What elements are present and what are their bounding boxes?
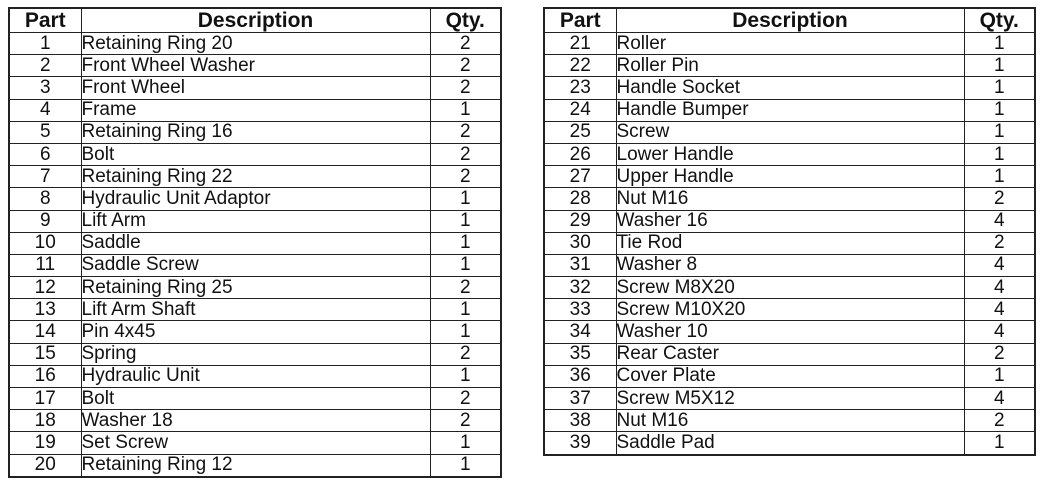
part-quantity: 2 [964,188,1035,210]
part-description: Retaining Ring 22 [81,166,430,188]
table-row [544,254,1035,276]
part-description: Front Wheel Washer [81,55,430,77]
part-description: Lift Arm [81,210,430,232]
part-description: Screw M8X20 [616,277,964,299]
part-description: Rear Caster [616,343,964,365]
part-quantity: 2 [430,33,501,55]
part-quantity: 2 [430,410,501,432]
part-description: Front Wheel [81,77,430,99]
table-row [544,365,1035,387]
part-quantity: 4 [964,210,1035,232]
table-row [9,254,501,276]
part-quantity: 1 [964,432,1035,455]
header-row [9,8,501,33]
part-description: Retaining Ring 25 [81,277,430,299]
table-row [544,143,1035,165]
part-quantity: 1 [964,121,1035,143]
part-quantity: 1 [430,454,501,477]
part-number: 3 [9,77,81,99]
part-description: Handle Bumper [616,99,964,121]
table-row [9,188,501,210]
table-row [9,121,501,143]
table-row [544,410,1035,432]
part-quantity: 1 [430,299,501,321]
part-number: 24 [544,99,616,121]
part-number: 37 [544,388,616,410]
part-quantity: 1 [430,432,501,454]
part-quantity: 2 [430,55,501,77]
part-quantity: 4 [964,254,1035,276]
table-row [9,321,501,343]
part-number: 14 [9,321,81,343]
table-row [544,388,1035,410]
part-description: Hydraulic Unit Adaptor [81,188,430,210]
table-row [544,33,1035,55]
part-quantity: 1 [430,99,501,121]
table-row [544,232,1035,254]
table-row [544,188,1035,210]
header-part: Part [544,8,616,33]
part-quantity: 2 [430,143,501,165]
table-row [544,299,1035,321]
part-quantity: 1 [964,77,1035,99]
table-row [544,432,1035,455]
table-row [544,55,1035,77]
table-row [9,299,501,321]
part-description: Roller Pin [616,55,964,77]
part-number: 20 [9,454,81,477]
table-row [9,432,501,454]
table-row [9,454,501,477]
part-number: 12 [9,277,81,299]
part-description: Saddle [81,232,430,254]
table-row [544,121,1035,143]
part-description: Tie Rod [616,232,964,254]
header-description: Description [81,8,430,33]
table-row [9,388,501,410]
part-number: 25 [544,121,616,143]
part-description: Retaining Ring 12 [81,454,430,477]
part-description: Pin 4x45 [81,321,430,343]
table-row [9,99,501,121]
part-quantity: 1 [430,321,501,343]
part-quantity: 2 [964,232,1035,254]
part-quantity: 2 [430,388,501,410]
part-description: Bolt [81,388,430,410]
part-description: Frame [81,99,430,121]
part-number: 36 [544,365,616,387]
part-number: 13 [9,299,81,321]
table-row [544,210,1035,232]
part-number: 39 [544,432,616,455]
part-description: Washer 18 [81,410,430,432]
part-quantity: 2 [430,166,501,188]
part-number: 1 [9,33,81,55]
part-quantity: 1 [964,55,1035,77]
part-number: 15 [9,343,81,365]
part-number: 10 [9,232,81,254]
part-number: 32 [544,277,616,299]
part-description: Upper Handle [616,166,964,188]
part-quantity: 4 [964,321,1035,343]
part-number: 31 [544,254,616,276]
part-number: 27 [544,166,616,188]
part-description: Screw M10X20 [616,299,964,321]
part-number: 17 [9,388,81,410]
part-number: 9 [9,210,81,232]
table-row [544,343,1035,365]
part-quantity: 1 [430,254,501,276]
part-description: Lower Handle [616,143,964,165]
part-quantity: 1 [964,33,1035,55]
part-quantity: 1 [964,143,1035,165]
parts-table-left [8,7,502,478]
table-row [9,55,501,77]
part-description: Roller [616,33,964,55]
part-quantity: 1 [430,365,501,387]
part-quantity: 1 [964,166,1035,188]
part-number: 26 [544,143,616,165]
part-number: 5 [9,121,81,143]
part-quantity: 2 [964,410,1035,432]
part-description: Washer 8 [616,254,964,276]
part-number: 34 [544,321,616,343]
part-number: 30 [544,232,616,254]
part-description: Screw [616,121,964,143]
part-quantity: 2 [430,121,501,143]
table-row [9,166,501,188]
part-number: 19 [9,432,81,454]
part-number: 35 [544,343,616,365]
part-quantity: 4 [964,299,1035,321]
part-description: Cover Plate [616,365,964,387]
part-number: 8 [9,188,81,210]
part-number: 6 [9,143,81,165]
part-number: 2 [9,55,81,77]
table-row [9,343,501,365]
table-row [9,210,501,232]
part-quantity: 2 [964,343,1035,365]
part-description: Screw M5X12 [616,388,964,410]
part-quantity: 2 [430,277,501,299]
part-number: 21 [544,33,616,55]
part-description: Set Screw [81,432,430,454]
part-number: 29 [544,210,616,232]
header-qty: Qty. [964,8,1035,33]
part-quantity: 1 [430,210,501,232]
part-description: Hydraulic Unit [81,365,430,387]
part-number: 22 [544,55,616,77]
part-description: Washer 10 [616,321,964,343]
table-row [9,143,501,165]
part-description: Washer 16 [616,210,964,232]
part-description: Lift Arm Shaft [81,299,430,321]
table-row [544,77,1035,99]
table-row [9,410,501,432]
table-row [544,99,1035,121]
part-description: Bolt [81,143,430,165]
part-number: 28 [544,188,616,210]
part-quantity: 2 [430,343,501,365]
part-description: Retaining Ring 16 [81,121,430,143]
header-description: Description [616,8,964,33]
table-row [9,277,501,299]
part-number: 18 [9,410,81,432]
table-row [9,232,501,254]
table-row [9,77,501,99]
part-description: Spring [81,343,430,365]
part-quantity: 1 [430,188,501,210]
part-number: 23 [544,77,616,99]
part-description: Nut M16 [616,410,964,432]
parts-table-right [543,7,1036,456]
part-number: 33 [544,299,616,321]
part-description: Handle Socket [616,77,964,99]
table-row [9,33,501,55]
part-quantity: 1 [430,232,501,254]
part-quantity: 2 [430,77,501,99]
part-number: 38 [544,410,616,432]
part-number: 7 [9,166,81,188]
part-quantity: 4 [964,277,1035,299]
part-number: 11 [9,254,81,276]
part-description: Nut M16 [616,188,964,210]
part-description: Saddle Screw [81,254,430,276]
header-qty: Qty. [430,8,501,33]
part-description: Saddle Pad [616,432,964,455]
part-number: 16 [9,365,81,387]
table-row [544,166,1035,188]
part-quantity: 1 [964,365,1035,387]
table-row [544,321,1035,343]
table-row [544,277,1035,299]
part-number: 4 [9,99,81,121]
part-quantity: 4 [964,388,1035,410]
part-quantity: 1 [964,99,1035,121]
table-row [9,365,501,387]
header-row [544,8,1035,33]
header-part: Part [9,8,81,33]
part-description: Retaining Ring 20 [81,33,430,55]
